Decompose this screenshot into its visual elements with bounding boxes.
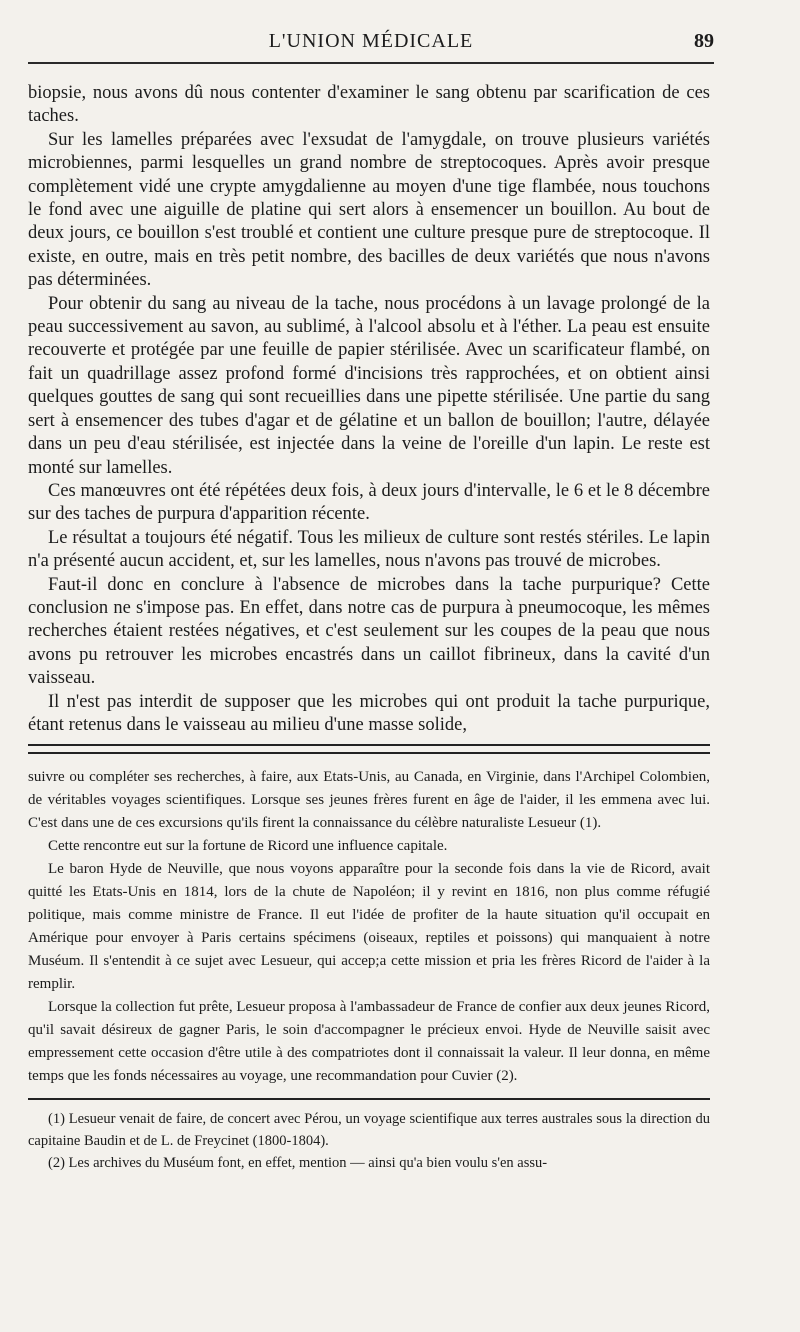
paragraph: suivre ou compléter ses recherches, à faire, aux Etats-Unis, au Canada, en Virginie, dans l'Archipel Colombien, de véritables voyages scientifiques. Lorsque ses jeunes frères furent en âge de l'aider, il les emmena avec lui. C'est dans une de ces excursions qu'ils firent la connaissance du célèbre naturaliste Lesueur (1). xyxy=(28,769,710,832)
paragraph: biopsie, nous avons dû nous contenter d'examiner le sang obtenu par scarification de ces taches. xyxy=(28,83,710,127)
paragraph: Lorsque la collection fut prête, Lesueur proposa à l'ambassadeur de France de confier aux deux jeunes Ricord, qu'il savait désireux de gagner Paris, le soin d'accompagner le précieux envoi. Hyde de Neuville saisit avec empressement cette occasion d'être utile à des compatriotes dont il connaissait la valeur. Il leur donna, en même temps que les fonds nécessaires au voyage, une recommandation pour Cuvier (2). xyxy=(28,999,710,1085)
paragraph: Il n'est pas interdit de supposer que les microbes qui ont produit la tache purpurique, étant retenus dans le vaisseau au milieu d'une masse solide, xyxy=(28,691,710,735)
paragraph: Le baron Hyde de Neuville, que nous voyons apparaître pour la seconde fois dans la vie de Ricord, avait quitté les Etats-Unis en 1814, lors de la chute de Napoléon; il y revint en 1816, non plus comme réfugié politique, mais comme ministre de France. Il eut l'idée de profiter de la haute situation qu'il occupait en Amérique pour envoyer à Paris certains spécimens (oiseaux, reptiles et poissons) qui manquaient à notre Muséum. Il s'entendit à ce sujet avec Lesueur, qui accep;a cette mission et pria les frères Ricord de l'aider à la remplir. xyxy=(28,861,710,993)
footnotes xyxy=(28,1108,710,1174)
footnote-divider xyxy=(28,1098,710,1100)
paragraph: Le résultat a toujours été négatif. Tous les milieux de culture sont restés stériles. Le lapin n'a présenté aucun accident, et, sur les lamelles, nous n'avons pas trouvé de microbes. xyxy=(28,527,710,572)
paragraph: Ces manœuvres ont été répétées deux fois, à deux jours d'intervalle, le 6 et le 8 décembre sur des taches de purpura d'apparition récente. xyxy=(28,480,710,525)
paragraph: Cette rencontre eut sur la fortune de Ricord une influence capitale. xyxy=(48,838,448,855)
footnote: (2) Les archives du Muséum font, en effet, mention — ainsi qu'a bien voulu s'en assu- xyxy=(48,1155,548,1172)
main-article-text xyxy=(28,82,710,737)
section-divider xyxy=(28,744,710,754)
feuilleton-text xyxy=(28,766,710,1088)
journal-title: L'UNION MÉDICALE xyxy=(268,30,474,52)
page-number: 89 xyxy=(694,30,714,52)
footnote: (1) Lesueur venait de faire, de concert avec Pérou, un voyage scientifique aux terres australes sous la direction du capitaine Baudin et de L. de Freycinet (1800-1804). xyxy=(28,1111,710,1150)
running-header xyxy=(28,28,714,64)
paragraph: Sur les lamelles préparées avec l'exsudat de l'amygdale, on trouve plusieurs variétés microbiennes, parmi lesquelles un grand nombre de streptocoques. Après avoir presque complètement vidé une crypte amygdalienne au moyen d'une tige flambée, nous touchons le fond avec une aiguille de platine qui sert alors à ensemencer un bouillon. Au bout de deux jours, ce bouillon s'est troublé et contient une culture presque pure de streptocoque. Il existe, en outre, mais en très petit nombre, des bacilles de deux variétés que nous n'avons pas déterminées. xyxy=(28,129,710,291)
paragraph: Pour obtenir du sang au niveau de la tache, nous procédons à un lavage prolongé de la peau successivement au savon, au sublimé, à l'alcool absolu et à l'éther. La peau est ensuite recouverte et protégée par une feuille de papier stérilisée. Avec un scarificateur flambé, on fait un quadrillage assez profond formé d'incisions très rapprochées, et on obtient ainsi quelques gouttes de sang qui sont recueillies dans une pipette stérilisée. Une partie du sang sert à ensemencer des tubes d'agar et de gélatine et un ballon de bouillon; l'autre, délayée dans un peu d'eau stérilisée, est injectée dans la veine de l'oreille d'un lapin. Le reste est monté sur lamelles. xyxy=(28,293,710,478)
paragraph: Faut-il donc en conclure à l'absence de microbes dans la tache purpurique? Cette conclusion ne s'impose pas. En effet, dans notre cas de purpura à pneumocoque, les mêmes recherches étaient restées négatives, et c'est seulement sur les coupes de la peau que nous avons pu retrouver les microbes encastrés dans un caillot fibrineux, dans la cavité d'un vaisseau. xyxy=(28,574,710,689)
